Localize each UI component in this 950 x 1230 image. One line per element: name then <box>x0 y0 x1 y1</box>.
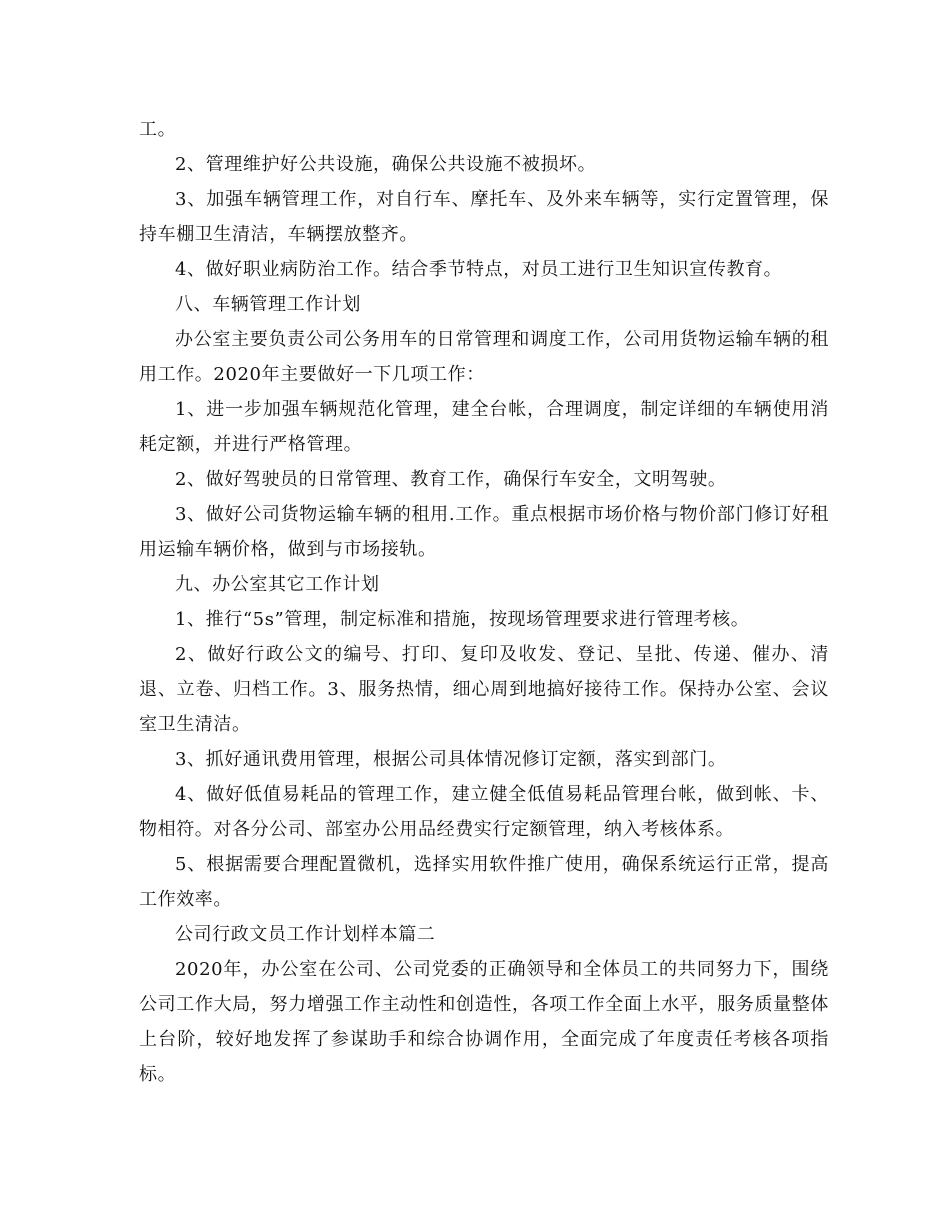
paragraph-item: 4、做好低值易耗品的管理工作，建立健全低值易耗品管理台帐，做到帐、卡、物相符。对各分公司、部室办公用品经费实行定额管理，纳入考核体系。 <box>139 784 829 840</box>
paragraph-item: 5、根据需要合理配置微机，选择实用软件推广使用，确保系统运行正常，提高工作效率。 <box>139 854 829 910</box>
paragraph-item: 3、做好公司货物运输车辆的租用.工作。重点根据市场价格与物价部门修订好租用运输车辆价格，做到与市场接轨。 <box>139 504 829 560</box>
paragraph-item: 2、做好行政公文的编号、打印、复印及收发、登记、呈批、传递、催办、清退、立卷、归档工作。3、服务热情，细心周到地搞好接待工作。保持办公室、会议室卫生清洁。 <box>139 644 829 735</box>
paragraph-item: 2、管理维护好公共设施，确保公共设施不被损坏。 <box>175 154 597 175</box>
paragraph-item: 3、抓好通讯费用管理，根据公司具体情况修订定额，落实到部门。 <box>175 749 727 770</box>
paragraph-continuation: 工。 <box>139 119 177 140</box>
paragraph-item: 2020年，办公室在公司、公司党委的正确领导和全体员工的共同努力下，围绕公司工作大局，努力增强工作主动性和创造性，各项工作全面上水平，服务质量整体上台阶，较好地发挥了参谋助手和综合协调作用，全面完成了年度责任考核各项指标。 <box>139 959 829 1085</box>
section-heading: 九、办公室其它工作计划 <box>175 574 380 595</box>
document-body <box>139 112 829 1092</box>
paragraph-item: 2、做好驾驶员的日常管理、教育工作，确保行车安全，文明驾驶。 <box>175 469 727 490</box>
paragraph-item: 1、推行“5s”管理，制定标准和措施，按现场管理要求进行管理考核。 <box>175 609 750 630</box>
section-heading: 八、车辆管理工作计划 <box>175 294 361 315</box>
paragraph-item: 1、进一步加强车辆规范化管理，建全台帐，合理调度，制定详细的车辆使用消耗定额，并进行严格管理。 <box>139 399 829 455</box>
section-heading: 公司行政文员工作计划样本篇二 <box>175 924 436 945</box>
paragraph-item: 3、加强车辆管理工作，对自行车、摩托车、及外来车辆等，实行定置管理，保持车棚卫生清洁，车辆摆放整齐。 <box>139 189 829 245</box>
paragraph-item: 4、做好职业病防治工作。结合季节特点，对员工进行卫生知识宣传教育。 <box>175 259 783 280</box>
paragraph-item: 办公室主要负责公司公务用车的日常管理和调度工作，公司用货物运输车辆的租用工作。2020年主要做好一下几项工作： <box>139 329 829 385</box>
